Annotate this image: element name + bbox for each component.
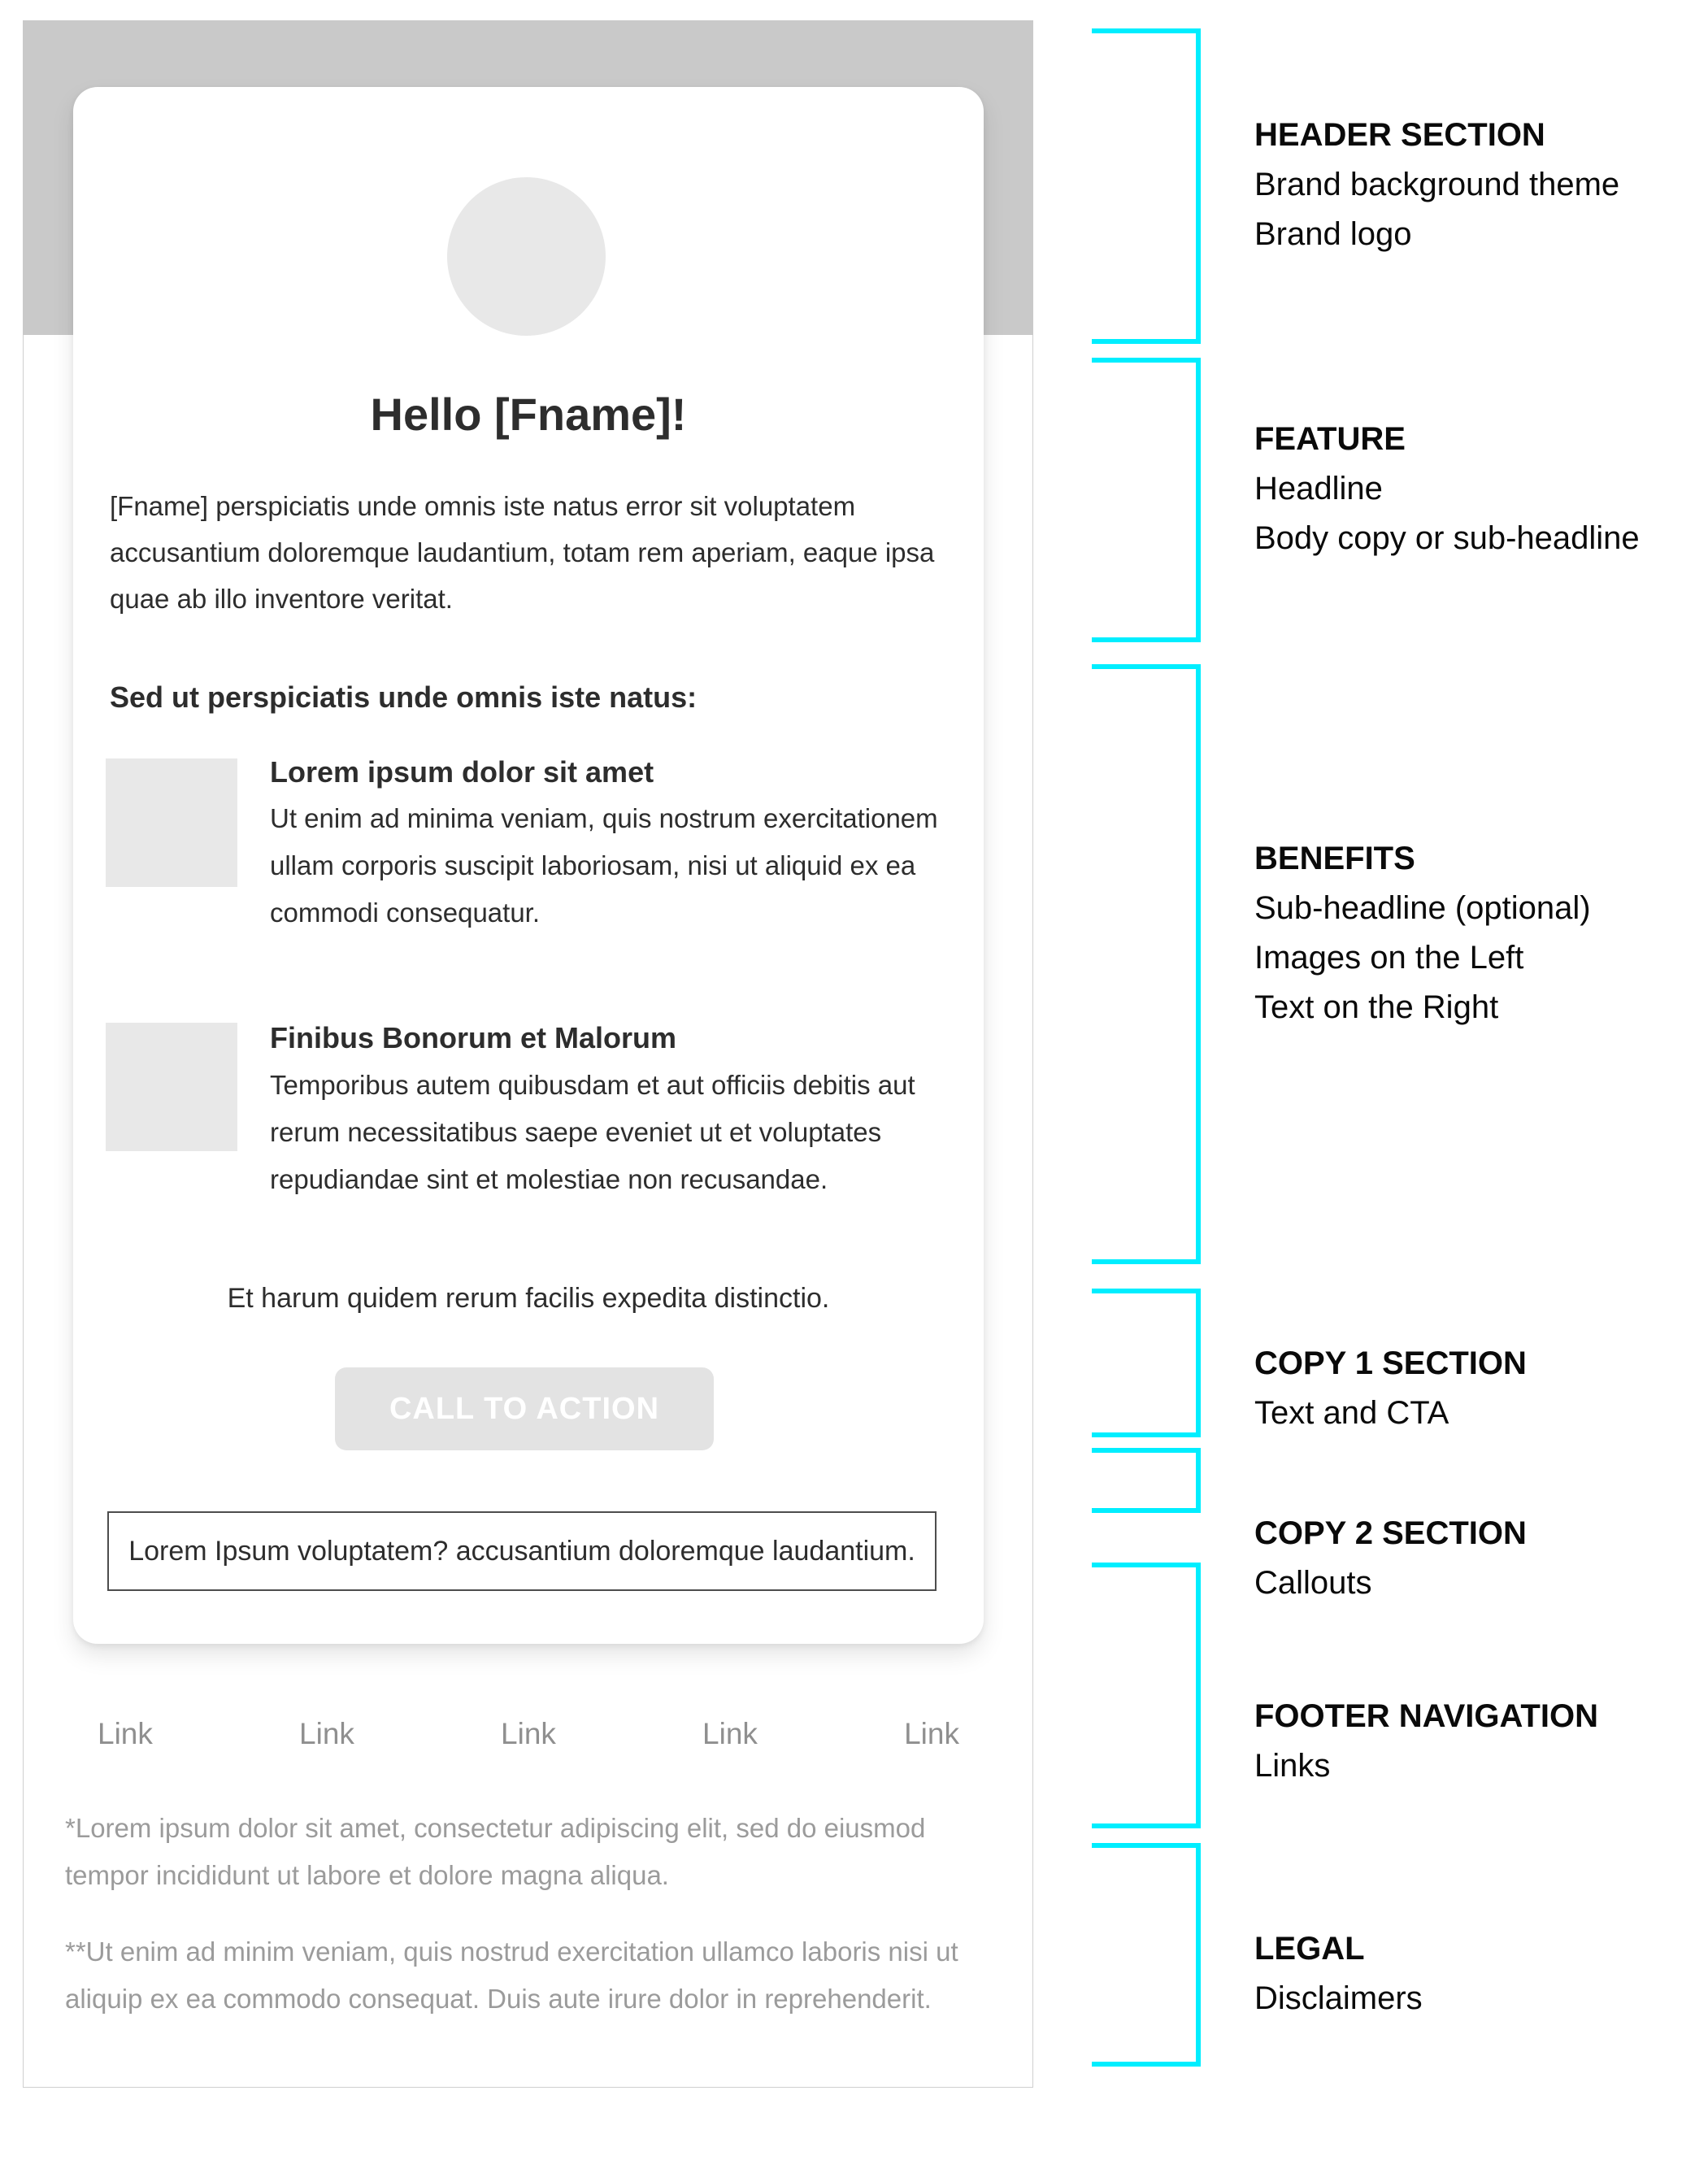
annotation-title: HEADER SECTION: [1254, 117, 1545, 153]
benefit-image-placeholder: [106, 1023, 237, 1151]
benefit-title: Finibus Bonorum et Malorum: [270, 1021, 676, 1054]
bracket-header-section: [1092, 28, 1201, 344]
bracket-benefits-section: [1092, 664, 1201, 1264]
callout-box: Lorem Ipsum voluptatem? accusantium doloremque laudantium.: [107, 1511, 937, 1591]
annotation-title: COPY 2 SECTION: [1254, 1515, 1527, 1551]
annotation-line: Text on the Right: [1254, 989, 1499, 1025]
bracket-legal-section: [1092, 1843, 1201, 2067]
annotation-copy1-section: [1254, 1339, 1700, 1438]
brand-logo-placeholder: [447, 177, 606, 336]
feature-headline: Hello [Fname]!: [370, 389, 687, 440]
benefit-body: Temporibus autem quibusdam et aut officiis debitis aut rerum necessitatibus saepe eveniet ut et voluptates repudiandae sint et molestiae non recusandae.: [270, 1070, 915, 1194]
annotation-title: COPY 1 SECTION: [1254, 1345, 1527, 1381]
benefits-subheadline: Sed ut perspiciatis unde omnis iste natus:: [110, 680, 698, 714]
footer-link[interactable]: Link: [501, 1717, 556, 1750]
annotation-legal: [1254, 1924, 1700, 2023]
annotation-line: Links: [1254, 1748, 1331, 1784]
footer-navigation: [98, 1717, 959, 1751]
bracket-feature-section: [1092, 358, 1201, 642]
annotation-footer-navigation: [1254, 1692, 1700, 1791]
bracket-footer-section: [1092, 1563, 1201, 1828]
footer-link[interactable]: Link: [98, 1717, 153, 1750]
legal-disclaimer: **Ut enim ad minim veniam, quis nostrud exercitation ullamco laboris nisi ut aliquip ex ea commodo consequat. Duis aute irure dolor in reprehenderit.: [65, 1936, 958, 2014]
legal-disclaimer: *Lorem ipsum dolor sit amet, consectetur adipiscing elit, sed do eiusmod tempor incididunt ut labore et dolore magna aliqua.: [65, 1813, 926, 1890]
annotation-line: Brand background theme: [1254, 167, 1620, 202]
annotation-feature: [1254, 415, 1700, 563]
annotation-line: Text and CTA: [1254, 1395, 1449, 1431]
annotation-title: LEGAL: [1254, 1931, 1365, 1967]
call-to-action-label: CALL TO ACTION: [389, 1391, 660, 1426]
benefit-image-placeholder: [106, 758, 237, 887]
call-to-action-button[interactable]: [335, 1367, 714, 1450]
annotation-copy2-section: [1254, 1509, 1700, 1608]
footer-link[interactable]: Link: [702, 1717, 758, 1750]
footer-link[interactable]: Link: [299, 1717, 354, 1750]
benefit-body: Ut enim ad minima veniam, quis nostrum exercitationem ullam corporis suscipit laboriosam, nisi ut aliquid ex ea commodi consequatur.: [270, 803, 938, 928]
annotation-benefits: [1254, 834, 1700, 1032]
copy1-text: Et harum quidem rerum facilis expedita distinctio.: [227, 1283, 830, 1314]
annotation-line: Body copy or sub-headline: [1254, 520, 1640, 556]
bracket-copy2-section: [1092, 1448, 1201, 1513]
annotation-line: Images on the Left: [1254, 940, 1524, 976]
annotation-line: Sub-headline (optional): [1254, 890, 1591, 926]
footer-link[interactable]: Link: [904, 1717, 959, 1750]
annotation-title: FEATURE: [1254, 421, 1406, 457]
annotation-line: Disclaimers: [1254, 1980, 1423, 2016]
annotation-line: Brand logo: [1254, 216, 1412, 252]
annotation-line: Headline: [1254, 471, 1383, 506]
annotation-title: FOOTER NAVIGATION: [1254, 1698, 1598, 1734]
benefit-title: Lorem ipsum dolor sit amet: [270, 755, 654, 789]
annotation-header-section: [1254, 111, 1700, 259]
bracket-copy1-section: [1092, 1289, 1201, 1437]
annotation-line: Callouts: [1254, 1565, 1372, 1601]
feature-body-copy: [Fname] perspiciatis unde omnis iste natus error sit voluptatem accusantium doloremque laudantium, totam rem aperiam, eaque ipsa quae ab illo inventore veritat.: [110, 491, 935, 614]
annotation-title: BENEFITS: [1254, 841, 1415, 876]
